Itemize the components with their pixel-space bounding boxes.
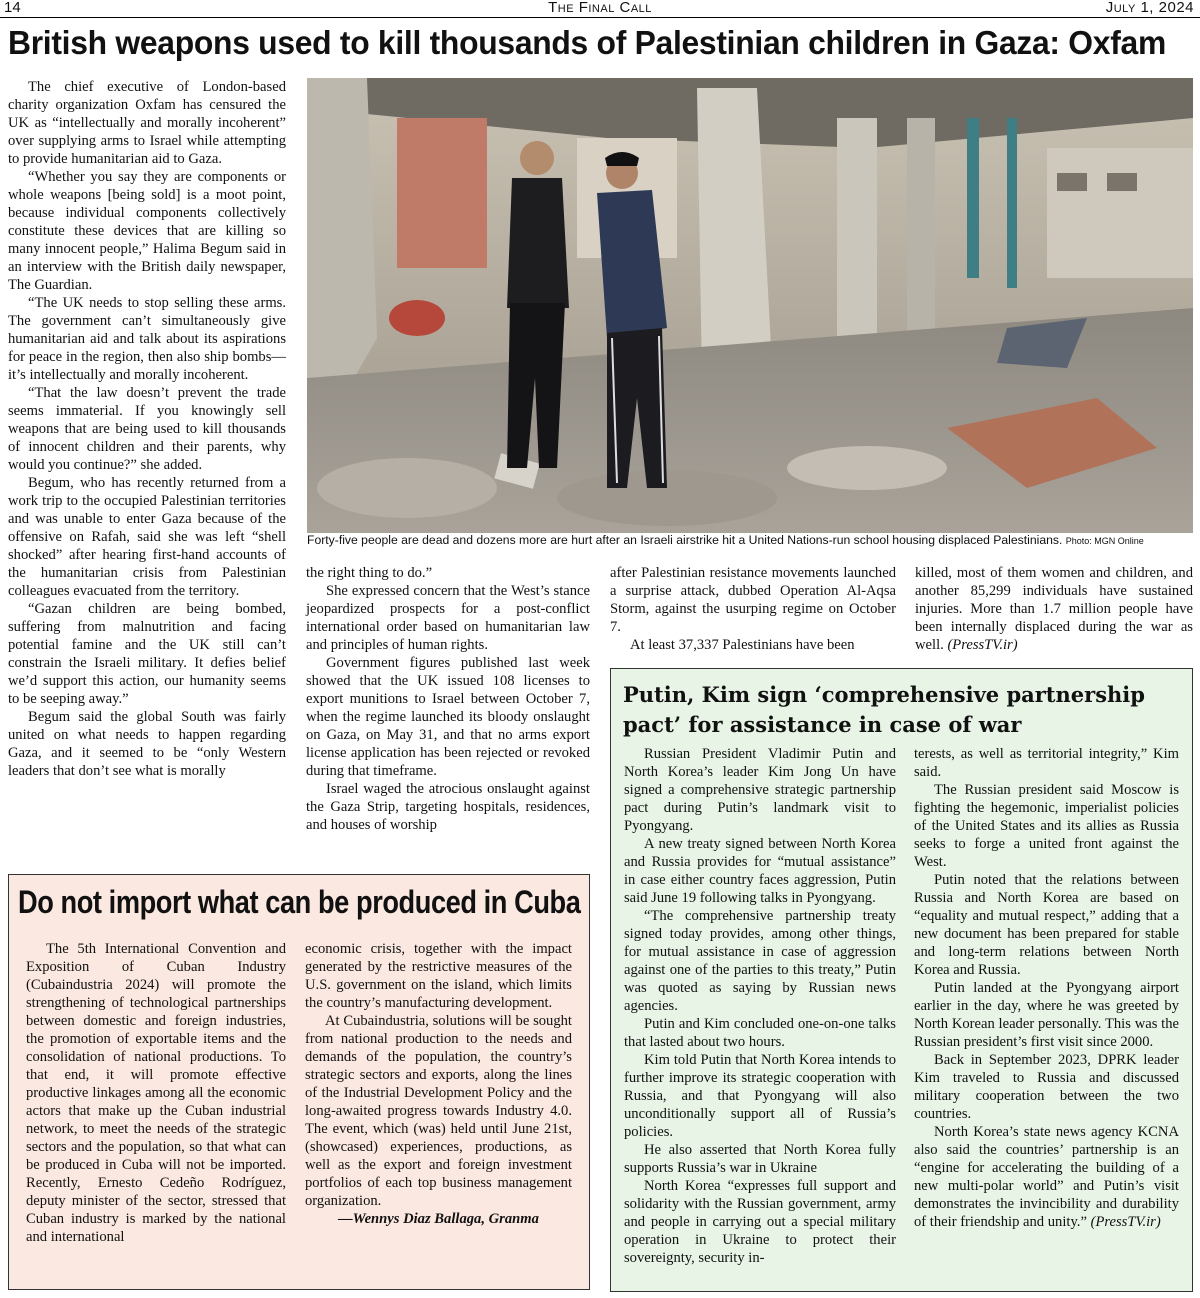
paragraph: “The UK needs to stop selling these arms. The government can’t simultaneously give humanitarian aid and talk about its aspirations for peace in the region, then also ship bombs—it’s intellectually and morally incoherent. <box>8 295 286 383</box>
putin-headline: Putin, Kim sign ‘comprehensive partnership pact’ for assistance in case of war <box>623 682 1145 737</box>
main-headline: British weapons used to kill thousands of Palestinian children in Gaza: Oxfam <box>8 24 1166 61</box>
paragraph: Government figures published last week showed that the UK issued 108 licenses to export munitions to Israel between October 7, when the regime launched its bloody onslaught on Gaza, on May 31, and that no arms export license application has been rejected or revoked during that timeframe. <box>306 655 590 779</box>
paragraph: killed, most of them women and children, and another 85,299 individuals have sustained injuries. More than 1.7 million people have been internally displaced during the war as well. <box>915 565 1193 653</box>
paragraph: North Korea “expresses full support and solidarity with the Russian government, army and people in carrying out a special military operation in Ukraine to protect their sovereignty, security in- <box>624 1178 896 1266</box>
page-number: 14 <box>4 0 21 16</box>
paragraph: Begum, who has recently returned from a work trip to the occupied Palestinian territories and was unable to enter Gaza because of the offensive on Rafah, said she was left “shell shocked” after hearing first-hand accounts of the humanitarian crisis from Palestinian colleagues evacuated from the territory. <box>8 475 286 599</box>
paragraph: Begum said the global South was fairly united on what needs to happen regarding Gaza, and it seemed to be “only Western leaders that don’t see what is morally <box>8 709 286 779</box>
paragraph: At least 37,337 Palestinians have been <box>630 637 855 653</box>
cuba-signoff: —Wennys Diaz Ballaga, Granma <box>338 1211 539 1227</box>
putin-article-column-2 <box>914 745 1179 1231</box>
paragraph: The Russian president said Moscow is fighting the hegemonic, imperialist policies of the United States and its allies as Russia seeks to forge a united front against the West. <box>914 782 1179 870</box>
cuba-headline: Do not import what can be produced in Cuba <box>18 884 581 920</box>
paragraph: economic crisis, together with the impact generated by the restrictive measures of the U.S. government on the island, which limits the country’s manufacturing development. <box>305 941 572 1011</box>
paragraph: the right thing to do.” <box>306 565 433 581</box>
paragraph: Putin and Kim concluded one-on-one talks that lasted about two hours. <box>624 1016 896 1050</box>
paragraph: “That the law doesn’t prevent the trade seems immaterial. If you knowingly sell weapons that are being used to kill thousands of innocent children and their parents, why would you continue?” she added. <box>8 385 286 473</box>
publication-name: The Final Call <box>548 0 652 16</box>
paragraph: At Cubaindustria, solutions will be sought from national production to the needs and demands of the population, the country’s strategic sectors and exports, along the lines of the Industrial Development Policy and the long-awaited progress towards Industry 4.0. The event, which (was) held until June 21st, (showcased) experiences, productions, as well as the export and foreign investment portfolios of each top business management organization. <box>305 1013 572 1209</box>
paragraph: “Whether you say they are components or whole weapons [being sold] is a moot point, because individual components collectively constitute these devices that are killing so many innocent people,” Halima Begum said in an interview with the British daily newspaper, The Guardian. <box>8 169 286 293</box>
paragraph: She expressed concern that the West’s stance jeopardized prospects for a post-conflict international order based on humanitarian law and principles of human rights. <box>306 583 590 653</box>
paragraph: “The comprehensive partnership treaty signed today provides, among other things, for mutual assistance in case of aggression against one of the parties to this treaty,” Putin was quoted as saying by Russian news agencies. <box>624 908 896 1014</box>
gaza-school-ruins-image <box>307 78 1193 533</box>
photo-credit: Photo: MGN Online <box>1065 536 1144 546</box>
paragraph: terests, as well as territorial integrity,” Kim said. <box>914 746 1179 780</box>
paragraph: after Palestinian resistance movements launched a surprise attack, dubbed Operation Al-Aqsa Storm, against the usurping regime on October 7. <box>610 565 896 635</box>
main-article-column-3 <box>610 564 896 654</box>
photo-caption <box>307 533 1193 547</box>
caption-text: Forty-five people are dead and dozens more are hurt after an Israeli airstrike hit a United Nations-run school housing displaced Palestinians. <box>307 533 1063 547</box>
paragraph: Kim told Putin that North Korea intends to further improve its strategic cooperation with Russia, and that Pyongyang will also unconditionally support all of Russia’s policies. <box>624 1052 896 1140</box>
paragraph: Back in September 2023, DPRK leader Kim traveled to Russia and discussed military cooperation between the two countries. <box>914 1052 1179 1122</box>
paragraph: A new treaty signed between North Korea and Russia provides for “mutual assistance” in case either country faces aggression, Putin said June 19 following talks in Pyongyang. <box>624 836 896 906</box>
article-photo <box>307 78 1193 533</box>
main-article-column-2 <box>306 564 590 834</box>
paragraph: The 5th International Convention and Exposition of Cuban Industry (Cubaindustria 2024) will promote the strengthening of technological partnerships between domestic and foreign industries, the promotion of exportable items and the consolidation of national productions. To that end, it will promote effective productive linkages among all the economic actors that make up the Cuban industrial network, to meet the needs of the strategic sectors and the population, so that what can be produced in Cuba will not be imported. Recently, Ernesto Cedeño Rodríguez, deputy minister of the sector, stressed that Cuban industry is marked by the national and international <box>26 941 286 1245</box>
paragraph: Putin landed at the Pyongyang airport earlier in the day, where he was greeted by North Korean leader personally. This was the Russian president’s first visit since 2000. <box>914 980 1179 1050</box>
paragraph: North Korea’s state news agency KCNA also said the countries’ partnership is an “engine for accelerating the building of a new multi-polar world” and Putin’s visit demonstrates the invincibility and durability of their friendship and unity.” <box>914 1124 1179 1230</box>
paragraph: The chief executive of London-based charity organization Oxfam has censured the UK as “intellectually and morally incoherent” over supplying arms to Israel while attempting to provide humanitarian aid to Gaza. <box>8 79 286 167</box>
paragraph: Russian President Vladimir Putin and North Korea’s leader Kim Jong Un have signed a comprehensive strategic partnership pact during Putin’s landmark visit to Pyongyang. <box>624 746 896 834</box>
paragraph: He also asserted that North Korea fully supports Russia’s war in Ukraine <box>624 1142 896 1176</box>
cuba-article-column-2 <box>305 940 572 1228</box>
issue-date: July 1, 2024 <box>1105 0 1194 16</box>
paragraph: “Gazan children are being bombed, suffering from malnutrition and facing potential famine and the UK still can’t constrain the Israeli military. It defies belief we’d support this action, our humanity seems to be seeping away.” <box>8 601 286 707</box>
main-article-column-1 <box>8 78 286 780</box>
main-article-column-4 <box>915 564 1193 654</box>
source-credit: (PressTV.ir) <box>947 637 1018 653</box>
cuba-article-column-1 <box>26 940 286 1246</box>
header-rule <box>0 17 1200 18</box>
paragraph: Israel waged the atrocious onslaught against the Gaza Strip, targeting hospitals, residences, and houses of worship <box>306 781 590 833</box>
putin-article-column-1 <box>624 745 896 1267</box>
source-credit: (PressTV.ir) <box>1090 1214 1161 1230</box>
paragraph: Putin noted that the relations between Russia and North Korea are based on “equality and mutual respect,” adding that a new document has been prepared for stable and long-term relations between North Korea and Russia. <box>914 872 1179 978</box>
